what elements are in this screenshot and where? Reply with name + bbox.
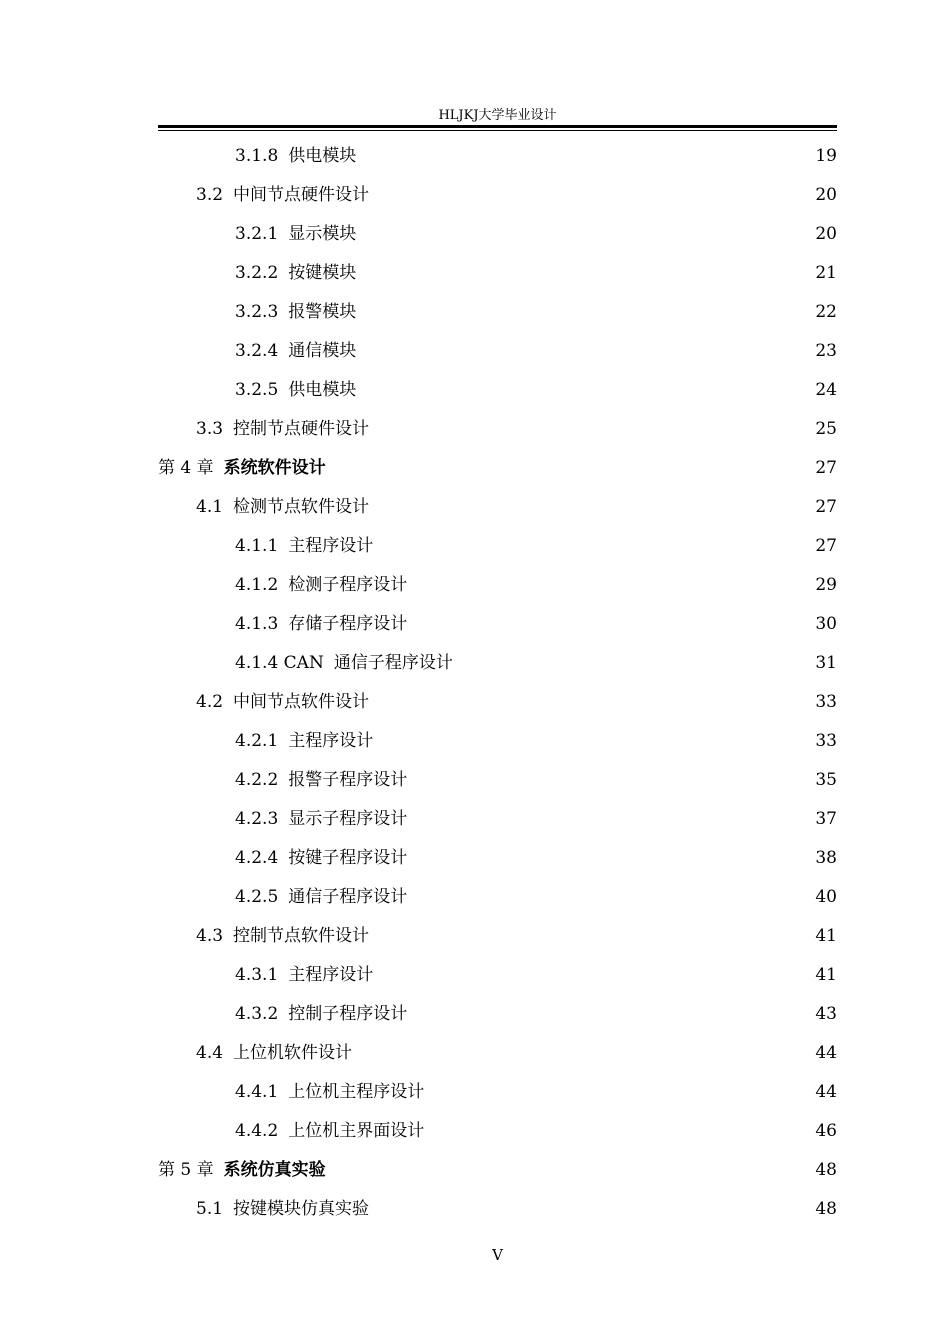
- toc-entry-page: 41: [815, 926, 837, 946]
- dot-leader: [371, 191, 813, 211]
- toc-entry-label: [196, 410, 369, 449]
- toc-entry-label: [235, 839, 407, 878]
- toc-entry-number: 4.2.2: [235, 770, 279, 790]
- toc-entry-title: 显示模块: [288, 224, 357, 244]
- toc-entry-number: 3.2.1: [235, 224, 279, 244]
- toc-entry-title: 系统仿真实验: [223, 1160, 326, 1180]
- page-header: HLJKJ大学毕业设计: [438, 108, 557, 123]
- toc-entry-number: 4.1.3: [235, 614, 279, 634]
- toc-entry-page: 48: [815, 1199, 837, 1219]
- dot-leader: [358, 386, 813, 406]
- toc-entry-label: [235, 995, 407, 1034]
- toc-entry-title: 通信模块: [288, 341, 357, 361]
- toc-entry[interactable]: [158, 1112, 837, 1151]
- toc-entry-label: [235, 137, 356, 176]
- dot-leader: [354, 1049, 813, 1069]
- toc-entry-title: 上位机软件设计: [233, 1043, 353, 1063]
- toc-entry-page: 20: [815, 185, 837, 205]
- toc-entry-number: 4.1: [196, 497, 224, 517]
- toc-entry[interactable]: [158, 761, 837, 800]
- toc-entry-page: 23: [815, 341, 837, 361]
- toc-entry-number: 4.1.4 CAN: [235, 653, 324, 673]
- toc-entry[interactable]: [158, 215, 837, 254]
- toc-entry-title: 报警模块: [288, 302, 357, 322]
- toc-entry[interactable]: [158, 995, 837, 1034]
- toc-entry-page: 27: [815, 458, 837, 478]
- dot-leader: [371, 932, 813, 952]
- toc-entry-number: 4.1.1: [235, 536, 279, 556]
- toc-entry[interactable]: [158, 293, 837, 332]
- toc-entry[interactable]: [158, 488, 837, 527]
- toc-entry[interactable]: [158, 1190, 837, 1229]
- toc-entry-page: 35: [815, 770, 837, 790]
- dot-leader: [426, 1127, 813, 1147]
- toc-entry[interactable]: [158, 917, 837, 956]
- header-rule-thin: [158, 130, 837, 131]
- toc-entry-label: [235, 1112, 424, 1151]
- toc-entry-number: 3.3: [196, 419, 224, 439]
- page-number: V: [492, 1246, 503, 1264]
- toc-entry-number: 5.1: [196, 1199, 224, 1219]
- toc-entry-page: 31: [815, 653, 837, 673]
- dot-leader: [409, 620, 813, 640]
- toc-entry-label: [235, 956, 373, 995]
- toc-entry-number: 3.2.3: [235, 302, 279, 322]
- toc-entry-page: 22: [815, 302, 837, 322]
- dot-leader: [358, 308, 813, 328]
- toc-entry[interactable]: [158, 956, 837, 995]
- toc-entry-title: 供电模块: [288, 380, 357, 400]
- toc-entry-page: 46: [815, 1121, 837, 1141]
- toc-entry-title: 按键模块仿真实验: [233, 1199, 370, 1219]
- toc-entry[interactable]: [158, 410, 837, 449]
- toc-entry-label: [235, 566, 407, 605]
- toc-entry-number: 4.4.2: [235, 1121, 279, 1141]
- toc-entry-label: [196, 176, 369, 215]
- toc-entry-title: 检测节点软件设计: [233, 497, 370, 517]
- toc-entry-number: 4.4.1: [235, 1082, 279, 1102]
- dot-leader: [409, 893, 813, 913]
- toc-entry-label: [235, 371, 356, 410]
- dot-leader: [426, 1088, 813, 1108]
- toc-entry-label: [235, 215, 356, 254]
- toc-entry[interactable]: [158, 839, 837, 878]
- toc-entry-label: [235, 1073, 424, 1112]
- toc-entry-page: 33: [815, 692, 837, 712]
- toc-entry-page: 27: [815, 497, 837, 517]
- toc-entry-title: 控制节点软件设计: [233, 926, 370, 946]
- toc-entry-number: 4.1.2: [235, 575, 279, 595]
- toc-entry-page: 48: [815, 1160, 837, 1180]
- toc-entry[interactable]: [158, 1034, 837, 1073]
- toc-entry[interactable]: [158, 800, 837, 839]
- toc-entry-page: 40: [815, 887, 837, 907]
- dot-leader: [358, 269, 813, 289]
- dot-leader: [358, 230, 813, 250]
- toc-entry-title: 通信子程序设计: [333, 653, 453, 673]
- toc-entry-page: 27: [815, 536, 837, 556]
- table-of-contents: [158, 137, 837, 1229]
- toc-entry-number: 3.2.5: [235, 380, 279, 400]
- toc-entry[interactable]: [158, 683, 837, 722]
- toc-entry-label: [235, 878, 407, 917]
- toc-entry-number: 4.3.2: [235, 1004, 279, 1024]
- toc-entry-label: [235, 527, 373, 566]
- toc-entry-title: 存储子程序设计: [288, 614, 408, 634]
- dot-leader: [375, 542, 813, 562]
- toc-entry[interactable]: [158, 1151, 837, 1190]
- toc-entry-label: [235, 293, 356, 332]
- toc-entry[interactable]: [158, 332, 837, 371]
- toc-entry-page: 38: [815, 848, 837, 868]
- toc-entry-page: 21: [815, 263, 837, 283]
- toc-entry-title: 供电模块: [288, 146, 357, 166]
- toc-entry-number: 3.1.8: [235, 146, 279, 166]
- dot-leader: [375, 737, 813, 757]
- toc-entry-page: 25: [815, 419, 837, 439]
- toc-entry-number: 3.2.4: [235, 341, 279, 361]
- toc-entry[interactable]: [158, 566, 837, 605]
- toc-entry[interactable]: [158, 644, 837, 683]
- toc-entry-label: [196, 488, 369, 527]
- toc-entry[interactable]: [158, 722, 837, 761]
- dot-leader: [371, 698, 813, 718]
- dot-leader: [328, 464, 814, 484]
- toc-entry[interactable]: [158, 878, 837, 917]
- toc-entry-label: [235, 761, 407, 800]
- toc-entry-label: [235, 332, 356, 371]
- toc-entry-number: 4.4: [196, 1043, 224, 1063]
- dot-leader: [358, 347, 813, 367]
- toc-entry-title: 检测子程序设计: [288, 575, 408, 595]
- toc-entry-label: [196, 683, 369, 722]
- toc-entry-title: 报警子程序设计: [288, 770, 408, 790]
- toc-entry-page: 44: [815, 1082, 837, 1102]
- toc-entry-title: 中间节点硬件设计: [233, 185, 370, 205]
- toc-entry-number: 4.2.1: [235, 731, 279, 751]
- dot-leader: [371, 425, 813, 445]
- toc-entry-page: 41: [815, 965, 837, 985]
- toc-entry-number: 4.2.5: [235, 887, 279, 907]
- toc-entry-title: 显示子程序设计: [288, 809, 408, 829]
- toc-entry[interactable]: [158, 605, 837, 644]
- toc-entry-label: [235, 722, 373, 761]
- toc-entry[interactable]: [158, 449, 837, 488]
- toc-entry-page: 33: [815, 731, 837, 751]
- toc-entry-title: 主程序设计: [288, 965, 374, 985]
- toc-entry[interactable]: [158, 176, 837, 215]
- toc-entry-label: [158, 449, 326, 488]
- toc-entry-number: 4.2: [196, 692, 224, 712]
- dot-leader: [371, 503, 813, 523]
- toc-entry-page: 20: [815, 224, 837, 244]
- toc-entry-number: 4.2.4: [235, 848, 279, 868]
- dot-leader: [358, 152, 813, 172]
- toc-entry-title: 按键模块: [288, 263, 357, 283]
- toc-entry-number: 3.2: [196, 185, 224, 205]
- dot-leader: [328, 1166, 814, 1186]
- dot-leader: [455, 659, 814, 679]
- toc-entry-label: [235, 254, 356, 293]
- toc-entry[interactable]: [158, 371, 837, 410]
- toc-entry-page: 19: [815, 146, 837, 166]
- toc-entry-label: [235, 605, 407, 644]
- toc-entry-title: 主程序设计: [288, 536, 374, 556]
- toc-entry-page: 37: [815, 809, 837, 829]
- toc-entry[interactable]: [158, 254, 837, 293]
- toc-entry-label: [196, 1034, 352, 1073]
- dot-leader: [409, 776, 813, 796]
- toc-entry-title: 上位机主程序设计: [288, 1082, 425, 1102]
- toc-entry-title: 上位机主界面设计: [288, 1121, 425, 1141]
- toc-entry-page: 30: [815, 614, 837, 634]
- toc-entry-number: 第 5 章: [158, 1160, 214, 1180]
- toc-entry-page: 24: [815, 380, 837, 400]
- toc-entry-label: [235, 800, 407, 839]
- toc-entry-page: 44: [815, 1043, 837, 1063]
- toc-entry[interactable]: [158, 527, 837, 566]
- dot-leader: [409, 1010, 813, 1030]
- toc-entry-number: 第 4 章: [158, 458, 214, 478]
- toc-entry-number: 4.2.3: [235, 809, 279, 829]
- toc-entry-title: 中间节点软件设计: [233, 692, 370, 712]
- dot-leader: [371, 1205, 813, 1225]
- toc-entry-title: 控制子程序设计: [288, 1004, 408, 1024]
- toc-entry-title: 控制节点硬件设计: [233, 419, 370, 439]
- toc-entry-title: 通信子程序设计: [288, 887, 408, 907]
- dot-leader: [409, 581, 813, 601]
- toc-entry-label: [235, 644, 453, 683]
- toc-entry-title: 系统软件设计: [223, 458, 326, 478]
- toc-entry-title: 按键子程序设计: [288, 848, 408, 868]
- toc-entry-page: 29: [815, 575, 837, 595]
- dot-leader: [375, 971, 813, 991]
- dot-leader: [409, 854, 813, 874]
- toc-entry-title: 主程序设计: [288, 731, 374, 751]
- toc-entry-label: [196, 1190, 369, 1229]
- toc-entry-label: [196, 917, 369, 956]
- toc-entry-number: 4.3.1: [235, 965, 279, 985]
- dot-leader: [409, 815, 813, 835]
- toc-entry[interactable]: [158, 1073, 837, 1112]
- toc-entry-number: 4.3: [196, 926, 224, 946]
- header-rule-thick: [158, 125, 837, 128]
- toc-entry-number: 3.2.2: [235, 263, 279, 283]
- toc-entry[interactable]: [158, 137, 837, 176]
- toc-entry-page: 43: [815, 1004, 837, 1024]
- toc-entry-label: [158, 1151, 326, 1190]
